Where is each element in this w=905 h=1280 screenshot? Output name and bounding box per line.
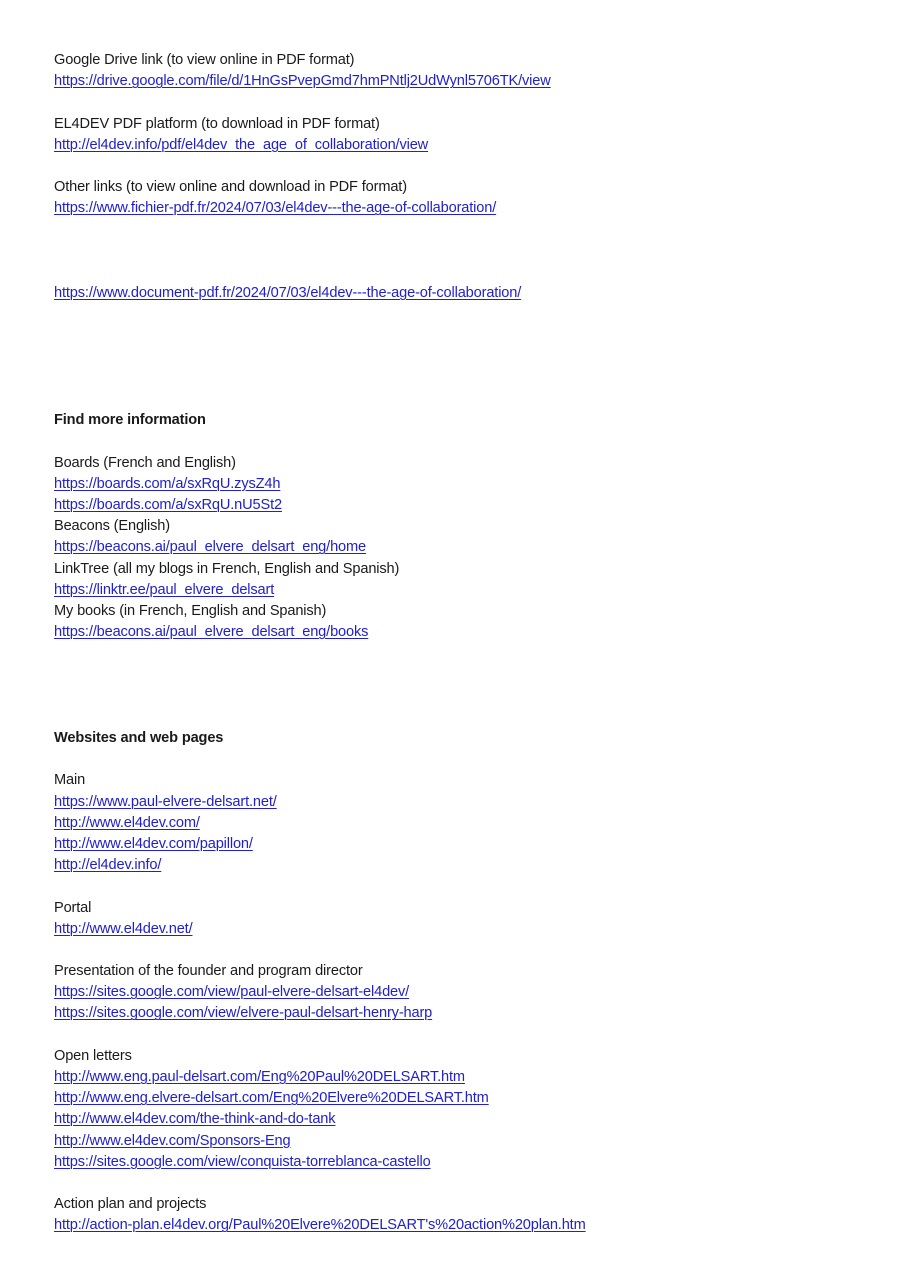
link-line[interactable] bbox=[54, 792, 854, 813]
hyperlink[interactable]: https://sites.google.com/view/paul-elvere-delsart-el4dev/ bbox=[54, 984, 410, 1001]
hyperlink[interactable]: http://www.el4dev.com/Sponsors-Eng bbox=[54, 1132, 291, 1149]
paragraph-text: Google Drive link (to view online in PDF format) bbox=[54, 52, 355, 68]
hyperlink[interactable]: http://el4dev.info/ bbox=[54, 857, 162, 874]
hyperlink[interactable]: http://www.el4dev.net/ bbox=[54, 920, 193, 937]
paragraph-text: Open letters bbox=[54, 1047, 132, 1064]
blank-line bbox=[54, 389, 854, 410]
link-line[interactable] bbox=[54, 1067, 854, 1088]
hyperlink[interactable]: https://www.fichier-pdf.fr/2024/07/03/el4dev---the-age-of-collaboration/ bbox=[54, 200, 497, 217]
blank-line bbox=[54, 707, 854, 728]
blank-line bbox=[54, 262, 854, 283]
paragraph-text: EL4DEV PDF platform (to download in PDF format) bbox=[54, 115, 380, 132]
paragraph-text: LinkTree (all my blogs in French, English and Spanish) bbox=[54, 560, 400, 577]
hyperlink[interactable]: https://www.paul-elvere-delsart.net/ bbox=[54, 793, 277, 810]
blank-line bbox=[54, 92, 854, 113]
hyperlink[interactable]: http://www.el4dev.com/ bbox=[54, 814, 200, 831]
blank-line bbox=[54, 431, 854, 452]
hyperlink[interactable]: http://el4dev.info/pdf/el4dev_the_age_of_collaboration/view bbox=[54, 136, 429, 153]
blank-line bbox=[54, 241, 854, 262]
hyperlink[interactable]: http://www.eng.elvere-delsart.com/Eng%20Elvere%20DELSART.htm bbox=[54, 1090, 489, 1107]
link-line[interactable] bbox=[54, 919, 854, 940]
section-heading: Websites and web pages bbox=[54, 730, 224, 746]
hyperlink[interactable]: http://www.el4dev.com/the-think-and-do-tank bbox=[54, 1111, 336, 1128]
blank-line bbox=[54, 664, 854, 685]
link-line[interactable] bbox=[54, 283, 854, 304]
link-line[interactable] bbox=[54, 1088, 854, 1109]
section-heading: Find more information bbox=[54, 412, 206, 429]
link-line[interactable] bbox=[54, 495, 854, 516]
link-line[interactable] bbox=[54, 982, 854, 1003]
hyperlink[interactable]: https://www.document-pdf.fr/2024/07/03/el4dev---the-age-of-collaboration/ bbox=[54, 285, 522, 302]
hyperlink[interactable]: http://www.el4dev.com/papillon/ bbox=[54, 835, 253, 852]
hyperlink[interactable]: https://boards.com/a/sxRqU.nU5St2 bbox=[54, 496, 282, 513]
paragraph-text: Boards (French and English) bbox=[54, 454, 236, 471]
link-line[interactable] bbox=[54, 537, 854, 558]
link-line[interactable] bbox=[54, 1152, 854, 1173]
blank-line bbox=[54, 749, 854, 770]
link-line[interactable] bbox=[54, 813, 854, 834]
blank-line bbox=[54, 304, 854, 325]
paragraph-text: Portal bbox=[54, 899, 92, 916]
link-line[interactable] bbox=[54, 622, 854, 643]
blank-line bbox=[54, 876, 854, 897]
blank-line bbox=[54, 643, 854, 664]
hyperlink[interactable]: https://beacons.ai/paul_elvere_delsart_eng/home bbox=[54, 539, 366, 556]
hyperlink[interactable]: https://drive.google.com/file/d/1HnGsPvepGmd7hmPNtlj2UdWynl5706TK/view bbox=[54, 73, 551, 90]
link-line[interactable] bbox=[54, 1109, 854, 1130]
paragraph-text: Other links (to view online and download in PDF format) bbox=[54, 179, 407, 196]
link-line[interactable] bbox=[54, 1215, 854, 1236]
hyperlink[interactable]: http://action-plan.el4dev.org/Paul%20Elvere%20DELSART's%20action%20plan.htm bbox=[54, 1217, 586, 1234]
paragraph-text: Action plan and projects bbox=[54, 1196, 207, 1213]
blank-line bbox=[54, 1173, 854, 1194]
paragraph-text: My books (in French, English and Spanish) bbox=[54, 602, 327, 619]
link-line[interactable] bbox=[54, 71, 854, 92]
link-line[interactable] bbox=[54, 135, 854, 156]
blank-line bbox=[54, 347, 854, 368]
blank-line bbox=[54, 940, 854, 961]
blank-line bbox=[54, 1025, 854, 1046]
document-body bbox=[54, 50, 854, 1237]
link-line[interactable] bbox=[54, 474, 854, 495]
hyperlink[interactable]: https://sites.google.com/view/conquista-torreblanca-castello bbox=[54, 1153, 431, 1170]
hyperlink[interactable]: http://www.eng.paul-delsart.com/Eng%20Paul%20DELSART.htm bbox=[54, 1069, 465, 1085]
link-line[interactable] bbox=[54, 198, 854, 219]
link-line[interactable] bbox=[54, 1003, 854, 1024]
paragraph-text: Beacons (English) bbox=[54, 518, 170, 535]
paragraph-text: Main bbox=[54, 772, 86, 789]
hyperlink[interactable]: https://linktr.ee/paul_elvere_delsart bbox=[54, 581, 275, 598]
hyperlink[interactable]: https://boards.com/a/sxRqU.zysZ4h bbox=[54, 475, 281, 492]
blank-line bbox=[54, 368, 854, 389]
blank-line bbox=[54, 686, 854, 707]
paragraph-text: Presentation of the founder and program director bbox=[54, 963, 363, 980]
hyperlink[interactable]: https://beacons.ai/paul_elvere_delsart_eng/books bbox=[54, 624, 369, 641]
blank-line bbox=[54, 156, 854, 177]
link-line[interactable] bbox=[54, 1131, 854, 1152]
blank-line bbox=[54, 220, 854, 241]
link-line[interactable] bbox=[54, 580, 854, 601]
link-line[interactable] bbox=[54, 834, 854, 855]
blank-line bbox=[54, 325, 854, 346]
link-line[interactable] bbox=[54, 855, 854, 876]
hyperlink[interactable]: https://sites.google.com/view/elvere-paul-delsart-henry-harp bbox=[54, 1005, 433, 1022]
